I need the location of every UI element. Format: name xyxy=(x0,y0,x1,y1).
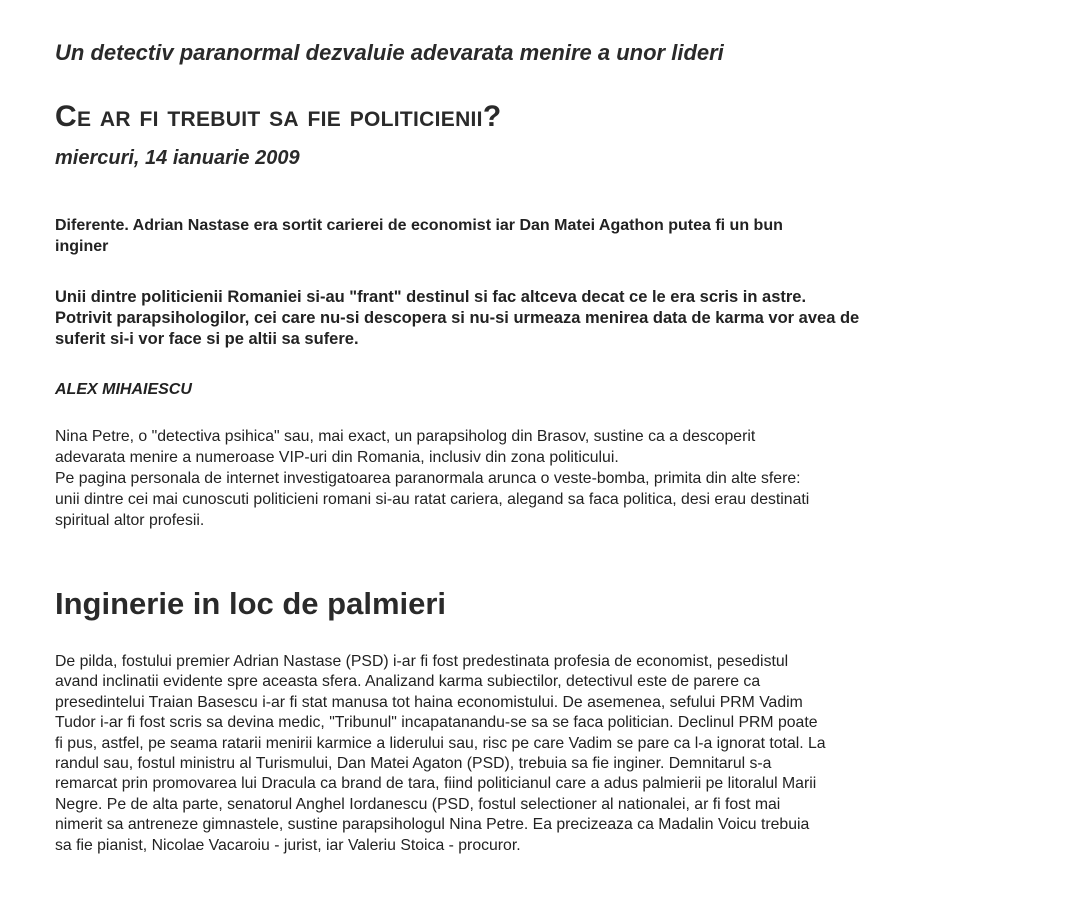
section-subheading: Inginerie in loc de palmieri xyxy=(55,586,447,621)
body-line: remarcat prin promovarea lui Dracula ca brand de tara, fiind politicianul care a adus palmierii pe litoralul Marii xyxy=(55,775,817,793)
body-line: fi pus, astfel, pe seama ratarii menirii karmice a liderului sau, risc pe care Vadim se pare ca l-a ignorat total. La xyxy=(55,734,826,752)
lead-line: Diferente. Adrian Nastase era sortit carierei de economist iar Dan Matei Agathon putea fi un bun xyxy=(55,217,783,234)
lead-paragraph-differences xyxy=(55,215,985,257)
body-paragraph xyxy=(55,652,1040,856)
article-date: miercuri, 14 ianuarie 2009 xyxy=(55,147,300,169)
lead-line: Potrivit parapsihologilor, cei care nu-si descopera si nu-si urmeaza menirea data de karma vor avea de xyxy=(55,309,860,327)
intro-line: Pe pagina personala de internet investigatoarea paranormala arunca o veste-bomba, primita din alte sfere: xyxy=(55,470,801,487)
intro-line: spiritual altor profesii. xyxy=(55,512,205,529)
body-line: avand inclinatii evidente spre aceasta sfera. Analizand karma subiectilor, detectivul este de parere ca xyxy=(55,673,761,691)
lead-paragraph-destiny xyxy=(55,287,1040,350)
article-author: ALEX MIHAIESCU xyxy=(55,381,192,398)
body-line: presedintelui Traian Basescu i-ar fi stat manusa tot haina economistului. De asemenea, sefului PRM Vadim xyxy=(55,693,803,711)
lead-line: Unii dintre politicienii Romaniei si-au "frant" destinul si fac altceva decat ce le era scris in astre. xyxy=(55,288,807,306)
lead-line: inginer xyxy=(55,238,109,255)
body-line: randul sau, fostul ministru al Turismului, Dan Matei Agaton (PSD), trebuia sa fie inginer. Demnitarul s-a xyxy=(55,755,772,773)
article-headline: Ce ar fi trebuit sa fie politicienii? xyxy=(55,100,502,133)
intro-line: adevarata menire a numeroase VIP-uri din Romania, inclusiv din zona politicului. xyxy=(55,449,619,466)
intro-line: Nina Petre, o "detectiva psihica" sau, mai exact, un parapsiholog din Brasov, sustine ca a descoperit xyxy=(55,428,756,445)
body-line: Negre. Pe de alta parte, senatorul Anghel Iordanescu (PSD, fostul selectioner al nationalei, ar fi fost mai xyxy=(55,795,781,813)
body-line: nimerit sa antreneze gimnastele, sustine parapsihologul Nina Petre. Ea precizeaza ca Madalin Voicu trebuia xyxy=(55,816,810,834)
intro-line: unii dintre cei mai cunoscuti politicieni romani si-au ratat cariera, alegand sa faca politica, desi erau destinati xyxy=(55,491,810,508)
body-line: Tudor i-ar fi fost scris sa devina medic, "Tribunul" incapatanandu-se sa se faca politician. Declinul PRM poate xyxy=(55,714,818,732)
article-kicker: Un detectiv paranormal dezvaluie adevarata menire a unor lideri xyxy=(55,40,724,65)
intro-paragraph xyxy=(55,426,1025,531)
body-line: De pilda, fostului premier Adrian Nastase (PSD) i-ar fi fost predestinata profesia de economist, pesedistul xyxy=(55,653,789,670)
body-line: sa fie pianist, Nicolae Vacaroiu - jurist, iar Valeriu Stoica - procuror. xyxy=(55,836,521,854)
lead-line: suferit si-i vor face si pe altii sa sufere. xyxy=(55,330,359,348)
